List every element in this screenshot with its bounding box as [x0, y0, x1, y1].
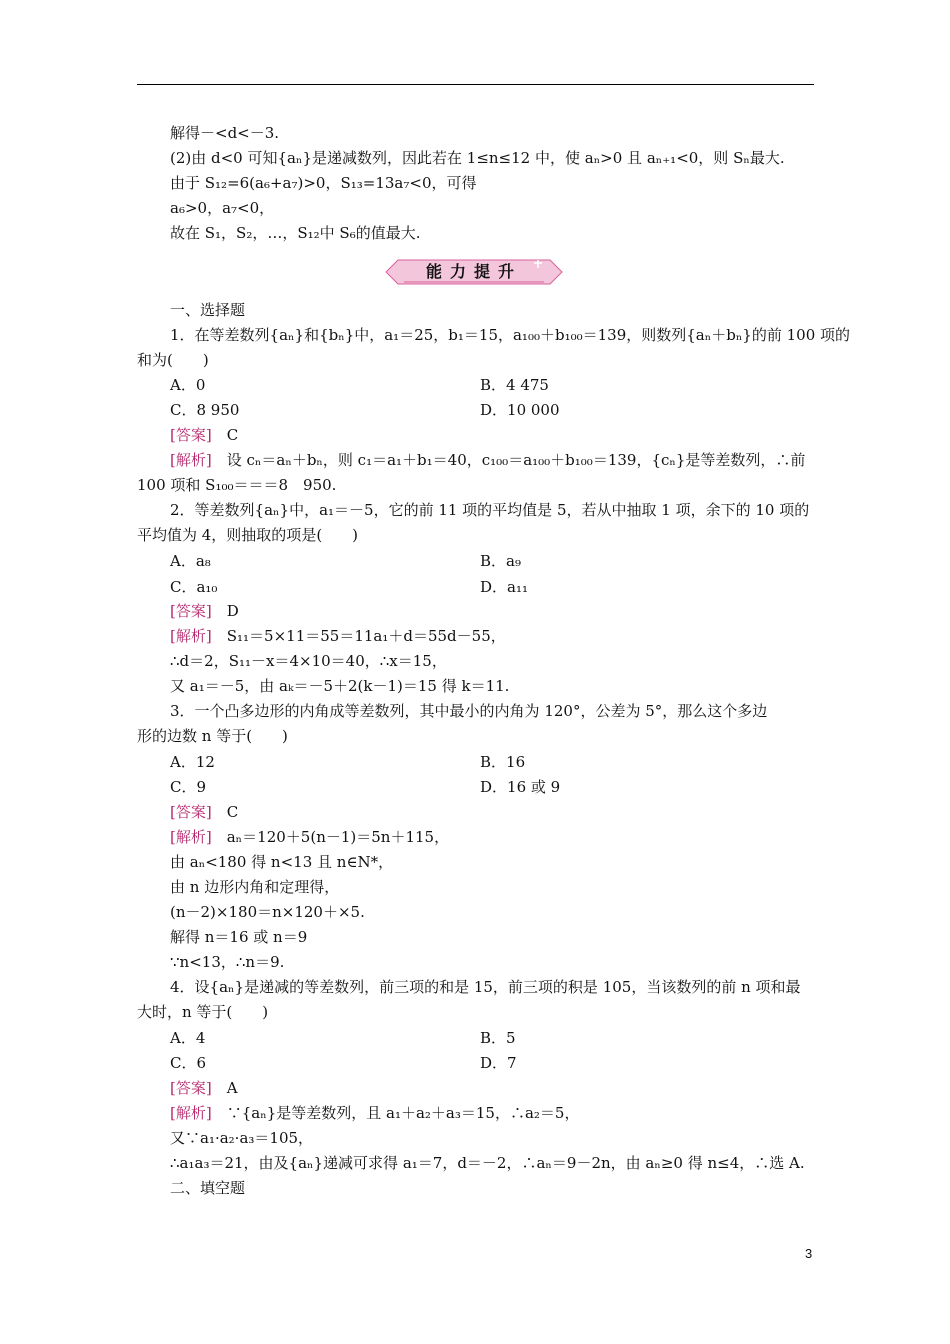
option-d: D．7	[480, 1054, 517, 1072]
section-heading: 一、选择题	[170, 301, 246, 319]
answer-label: [答案]	[170, 1079, 212, 1097]
analysis-text: ∵n<13，∴n＝9.	[170, 953, 285, 971]
analysis-text: (n－2)×180＝n×120＋×5.	[170, 903, 365, 921]
question-stem: 1．在等差数列{aₙ}和{bₙ}中，a₁＝25，b₁＝15，a₁₀₀＋b₁₀₀＝139，则数列{aₙ＋bₙ}的前 100 项的	[170, 326, 851, 344]
analysis-line	[170, 450, 805, 470]
analysis-text: 100 项和 S₁₀₀＝＝＝8 950.	[137, 476, 337, 494]
option-d: D．10 000	[480, 401, 560, 419]
analysis-text: 又∵a₁·a₂·a₃＝105，	[170, 1129, 314, 1147]
option-a: A．4	[170, 1029, 206, 1047]
page-number: 3	[805, 1246, 813, 1261]
answer-line	[170, 425, 238, 445]
analysis-text: 又 a₁＝－5，由 aₖ＝－5＋2(k－1)＝15 得 k＝11.	[170, 677, 510, 695]
option-b: B．4 475	[480, 376, 549, 394]
answer-line	[170, 601, 239, 621]
answer-value: C	[226, 426, 239, 444]
analysis-text: 解得 n＝16 或 n＝9	[170, 928, 308, 946]
option-a: A．0	[170, 376, 206, 394]
question-stem: 4．设{aₙ}是递减的等差数列，前三项的和是 15，前三项的积是 105，当该数列的前 n 项和最	[170, 978, 801, 996]
analysis-label: [解析]	[170, 1104, 212, 1122]
answer-label: [答案]	[170, 602, 212, 620]
analysis-line	[170, 827, 449, 847]
option-b: B．16	[480, 753, 526, 771]
analysis-line	[170, 626, 506, 646]
analysis-text: 由 n 边形内角和定理得，	[170, 878, 340, 896]
question-stem: 平均值为 4，则抽取的项是( )	[137, 526, 359, 544]
option-c: C．9	[170, 778, 207, 796]
question-stem: 2．等差数列{aₙ}中，a₁＝－5，它的前 11 项的平均值是 5，若从中抽取 1 项，余下的 10 项的	[170, 501, 810, 519]
option-c: C．a₁₀	[170, 578, 218, 596]
analysis-text: S₁₁＝5×11＝55＝11a₁＋d＝55d－55，	[226, 627, 506, 645]
analysis-text: ∵{aₙ}是等差数列，且 a₁＋a₂＋a₃＝15，∴a₂＝5，	[226, 1104, 580, 1122]
question-stem: 3．一个凸多边形的内角成等差数列，其中最小的内角为 120°，公差为 5°，那么这个多边	[170, 702, 768, 720]
section-heading: 二、填空题	[170, 1179, 246, 1197]
question-stem: 形的边数 n 等于( )	[137, 727, 288, 745]
header-rule	[137, 84, 814, 85]
banner-title: 能力提升	[425, 262, 522, 281]
question-stem: 和为( )	[137, 351, 209, 369]
intro-line: 故在 S₁，S₂，…，S₁₂中 S₆的值最大.	[170, 224, 421, 242]
answer-value: C	[226, 803, 239, 821]
analysis-text: 设 cₙ＝aₙ＋bₙ，则 c₁＝a₁＋b₁＝40，c₁₀₀＝a₁₀₀＋b₁₀₀＝139，{cₙ}是等差数列，∴前	[226, 451, 806, 469]
option-c: C．8 950	[170, 401, 240, 419]
answer-value: A	[226, 1079, 238, 1097]
question-stem: 大时，n 等于( )	[137, 1003, 269, 1021]
analysis-line	[170, 1103, 579, 1123]
intro-line: a₆>0，a₇<0，	[170, 199, 275, 217]
option-b: B．a₉	[480, 552, 521, 570]
answer-label: [答案]	[170, 803, 212, 821]
option-c: C．6	[170, 1054, 207, 1072]
option-d: D．a₁₁	[480, 578, 528, 596]
answer-line	[170, 1078, 238, 1098]
analysis-text: ∴a₁a₃＝21，由及{aₙ}递减可求得 a₁＝7，d＝－2，∴aₙ＝9－2n，由 aₙ≥0 得 n≤4，∴选 A.	[170, 1154, 805, 1172]
option-b: B．5	[480, 1029, 516, 1047]
answer-value: D	[226, 602, 239, 620]
section-banner	[384, 258, 564, 286]
answer-line	[170, 802, 238, 822]
option-a: A．12	[170, 753, 215, 771]
intro-line: (2)由 d<0 可知{aₙ}是递减数列，因此若在 1≤n≤12 中，使 aₙ>0 且 aₙ₊₁<0，则 Sₙ最大.	[170, 149, 785, 167]
option-a: A．a₈	[170, 552, 211, 570]
intro-line: 解得－<d<－3.	[170, 124, 280, 142]
analysis-label: [解析]	[170, 451, 212, 469]
analysis-text: aₙ＝120＋5(n－1)＝5n＋115，	[226, 828, 450, 846]
analysis-text: ∴d＝2，S₁₁－x＝4×10＝40，∴x＝15，	[170, 652, 447, 670]
analysis-label: [解析]	[170, 828, 212, 846]
option-d: D．16 或 9	[480, 778, 561, 796]
answer-label: [答案]	[170, 426, 212, 444]
analysis-label: [解析]	[170, 627, 212, 645]
intro-line: 由于 S₁₂=6(a₆+a₇)>0，S₁₃=13a₇<0，可得	[170, 174, 477, 192]
analysis-text: 由 aₙ<180 得 n<13 且 n∈N*，	[170, 853, 394, 871]
